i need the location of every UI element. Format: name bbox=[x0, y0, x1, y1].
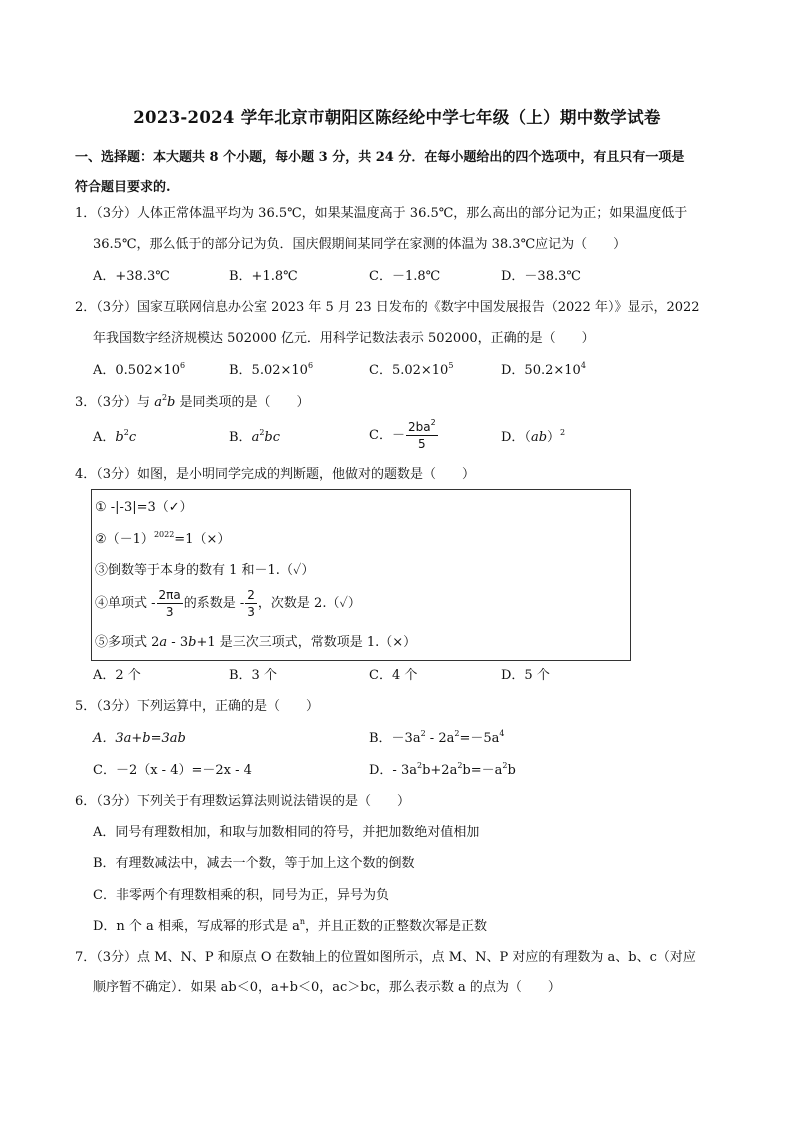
q4-item-4: ④单项式 - $\frac{2\pi a}{3}$ 的系数是 - $\frac{2}{3}$ ，次数是 2.（✓） bbox=[95, 588, 361, 619]
q4-item-4-fraction-1: $\frac{2\pi a}{3}$ bbox=[158, 588, 181, 619]
q4-option-b: B．3 个 bbox=[229, 668, 277, 683]
q5-option-a: A．3a+b=3ab bbox=[93, 731, 186, 746]
q4-option-c: C．4 个 bbox=[369, 668, 418, 683]
q4-option-a: A．2 个 bbox=[93, 668, 141, 683]
section-heading-line2: 符合题目要求的. bbox=[75, 180, 171, 195]
q3-option-d: D．（ab）$^2$ bbox=[501, 428, 566, 445]
page-title: 2023-2024 学年北京市朝阳区陈经纶中学七年级（上）期中数学试卷 bbox=[133, 108, 661, 127]
q1-stem-line2: 36.5℃，那么低于的部分记为负．国庆假期间某同学在家测的体温为 38.3℃应记为（ ） bbox=[93, 237, 627, 252]
q5-stem: 5．（3分）下列运算中，正确的是（ ） bbox=[75, 699, 320, 714]
q4-item-3: ③倒数等于本身的数有 1 和－1.（✓） bbox=[95, 563, 315, 578]
q4-item-1: ① -|-3|=3（✓） bbox=[95, 500, 193, 515]
q4-item-5: ⑤多项式 2a - 3b+1 是三次三项式，常数项是 1.（×） bbox=[95, 635, 417, 650]
q1-option-c: C．－1.8℃ bbox=[369, 269, 441, 284]
q4-option-d: D．5 个 bbox=[501, 668, 550, 683]
q2-option-c: C．$5.02\times 10^5$ bbox=[369, 361, 454, 378]
q1-option-b: B．+1.8℃ bbox=[229, 269, 298, 284]
q4-stem: 4．（3分）如图，是小明同学完成的判断题，他做对的题数是（ ） bbox=[75, 467, 476, 482]
q7-stem-line1: 7．（3分）点 M、N、P 和原点 O 在数轴上的位置如图所示，点 M、N、P 对应的有理数为 a、b、c（对应 bbox=[75, 950, 696, 965]
q3-stem: 3．（3分）与 $a^2b$ 是同类项的是（ ） bbox=[75, 393, 310, 410]
q2-option-b: B．$5.02\times 10^6$ bbox=[229, 361, 314, 378]
q2-option-a: A．$0.502\times 10^6$ bbox=[93, 361, 186, 378]
q3-option-c: C．－ $\frac{2ba^2}{5}$ bbox=[369, 418, 436, 451]
q6-option-a: A．同号有理数相加，和取与加数相同的符号，并把加数绝对值相加 bbox=[93, 825, 480, 840]
q6-stem: 6．（3分）下列关于有理数运算法则说法错误的是（ ） bbox=[75, 794, 411, 809]
q5-option-c: C．－2（x - 4）=－2x - 4 bbox=[93, 763, 252, 778]
q6-option-c: C．非零两个有理数相乘的积，同号为正，异号为负 bbox=[93, 888, 389, 903]
q5-option-d: D．- $3a^2b+2a^2b=-a^2b$ bbox=[369, 761, 516, 778]
q7-stem-line2: 顺序暂不确定）．如果 ab＜0，a+b＜0，ac＞bc，那么表示数 a 的点为（ ） bbox=[93, 980, 561, 995]
q3-option-b: B．$a^2bc$ bbox=[229, 428, 281, 445]
q2-stem-line2: 年我国数字经济规模达 502000 亿元．用科学记数法表示 502000，正确的是（ ） bbox=[93, 331, 595, 346]
q3-option-a: A．$b^2c$ bbox=[93, 428, 137, 445]
q4-item-4-fraction-2: $\frac{2}{3}$ bbox=[247, 588, 255, 619]
q1-stem-line1: 1．（3分）人体正常体温平均为 36.5℃，如果某温度高于 36.5℃，那么高出的部分记为正；如果温度低于 bbox=[75, 206, 688, 221]
q1-option-a: A．+38.3℃ bbox=[93, 269, 170, 284]
q2-option-d: D．$50.2\times 10^4$ bbox=[501, 361, 586, 378]
q4-item-2: $②(-1)^{2022}=1(\times)$ bbox=[95, 530, 231, 547]
q6-option-d: D．n 个 a 相乘，写成幂的形式是 $a^n$，并且正数的正整数次幂是正数 bbox=[93, 917, 487, 934]
q1-option-d: D．－38.3℃ bbox=[501, 269, 581, 284]
section-heading-line1: 一、选择题：本大题共 8 个小题，每小题 3 分，共 24 分．在每小题给出的四个选项中，有且只有一项是 bbox=[75, 150, 685, 165]
q6-option-b: B．有理数减法中，减去一个数，等于加上这个数的倒数 bbox=[93, 856, 415, 871]
q2-stem-line1: 2．（3分）国家互联网信息办公室 2023 年 5 月 23 日发布的《数字中国发展报告（2022 年）》显示，2022 bbox=[75, 300, 700, 315]
q3-option-c-fraction: $\frac{2ba^2}{5}$ bbox=[407, 418, 436, 451]
q5-option-b: B．$-3a^2 - 2a^2=-5a^4$ bbox=[369, 729, 505, 746]
